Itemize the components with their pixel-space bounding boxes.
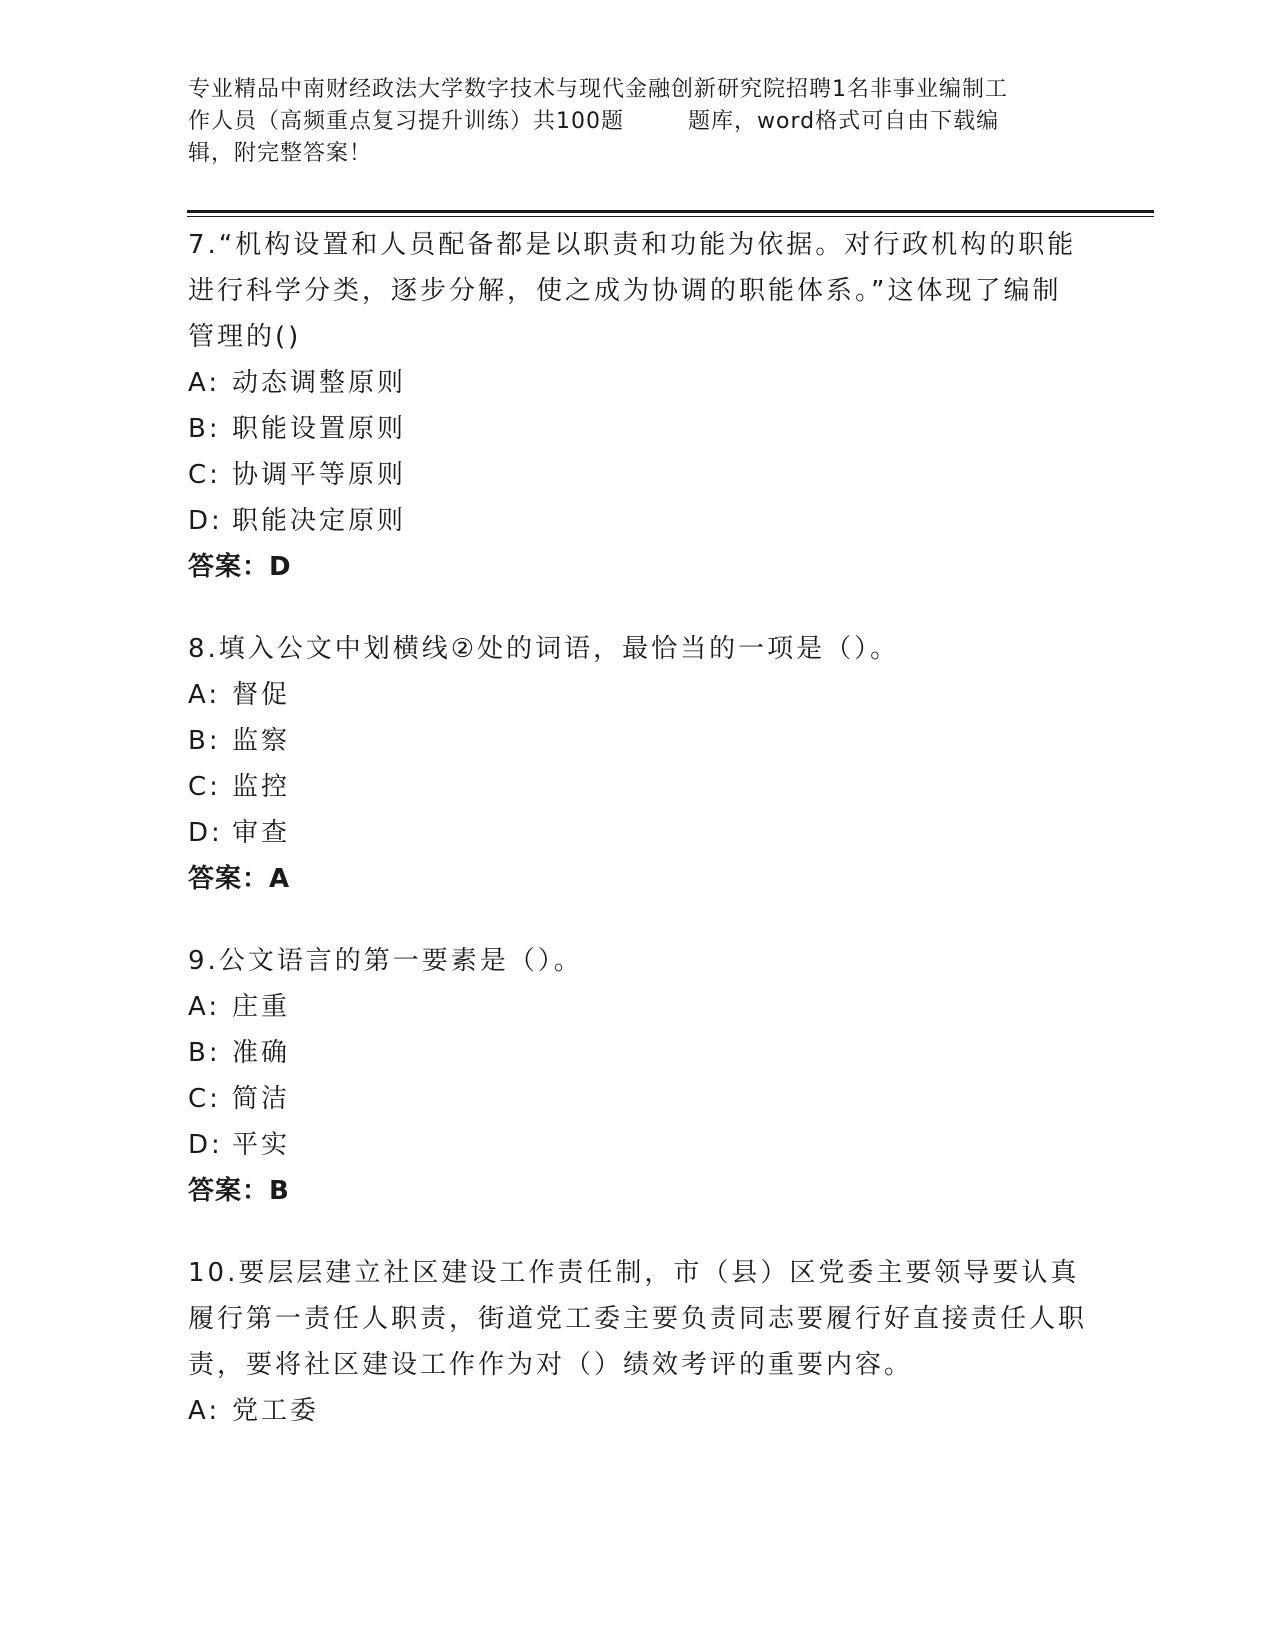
option-d — [188, 1122, 1088, 1168]
option-key: C: — [188, 460, 221, 490]
answer-line: 答案：B — [188, 1176, 290, 1206]
option-text: 监察 — [232, 726, 291, 756]
option-key: A: — [188, 368, 221, 398]
option-key: D: — [188, 1130, 223, 1160]
option-text: 准确 — [232, 1038, 291, 1068]
option-key: A: — [188, 1396, 221, 1426]
option-d — [188, 498, 1088, 544]
option-d — [188, 810, 1088, 856]
question-text: 8.填入公文中划横线②处的词语，最恰当的一项是（）。 — [188, 634, 900, 664]
question-10 — [188, 1250, 1088, 1434]
header-divider-thick — [187, 210, 1154, 213]
question-list — [188, 222, 1088, 1470]
option-text: 简洁 — [232, 1084, 291, 1114]
option-text: 督促 — [232, 680, 291, 710]
option-a — [188, 1388, 1088, 1434]
answer-line: 答案：A — [188, 864, 291, 894]
option-key: D: — [188, 818, 223, 848]
option-c — [188, 1076, 1088, 1122]
option-text: 审查 — [232, 818, 291, 848]
option-c — [188, 452, 1088, 498]
question-text: 9.公文语言的第一要素是（）。 — [188, 946, 583, 976]
option-a — [188, 360, 1088, 406]
header-line-3: 辑，附完整答案！ — [188, 141, 373, 166]
option-key: D: — [188, 506, 223, 536]
question-9 — [188, 938, 1088, 1214]
option-key: B: — [188, 414, 221, 444]
header-divider-thin — [187, 216, 1154, 217]
option-text: 职能设置原则 — [232, 414, 407, 444]
option-b — [188, 406, 1088, 452]
option-b — [188, 718, 1088, 764]
option-text: 平实 — [232, 1130, 291, 1160]
option-text: 动态调整原则 — [232, 368, 407, 398]
option-text: 职能决定原则 — [232, 506, 407, 536]
option-text: 监控 — [232, 772, 291, 802]
option-b — [188, 1030, 1088, 1076]
answer-line: 答案：D — [188, 552, 292, 582]
option-key: B: — [188, 726, 221, 756]
option-text: 协调平等原则 — [232, 460, 407, 490]
option-key: B: — [188, 1038, 221, 1068]
option-text: 党工委 — [232, 1396, 320, 1426]
option-key: A: — [188, 992, 221, 1022]
option-a — [188, 672, 1088, 718]
question-text: 10.要层层建立社区建设工作责任制，市（县）区党委主要领导要认真履行第一责任人职责，街道党工委主要负责同志要履行好直接责任人职责，要将社区建设工作作为对（）绩效考评的重要内容。 — [188, 1258, 1088, 1380]
question-7 — [188, 222, 1088, 590]
option-key: A: — [188, 680, 221, 710]
document-header — [188, 74, 1088, 170]
header-line-1: 专业精品中南财经政法大学数字技术与现代金融创新研究院招聘1名非事业编制工 — [188, 77, 1008, 102]
question-8 — [188, 626, 1088, 902]
header-line-2a: 作人员（高频重点复习提升训练）共100题 — [188, 109, 624, 134]
option-key: C: — [188, 772, 221, 802]
option-key: C: — [188, 1084, 221, 1114]
option-a — [188, 984, 1088, 1030]
option-c — [188, 764, 1088, 810]
header-line-2b: 题库，word格式可自由下载编 — [688, 109, 1000, 134]
option-text: 庄重 — [232, 992, 291, 1022]
question-text: 7.“机构设置和人员配备都是以职责和功能为依据。对行政机构的职能进行科学分类，逐步分解，使之成为协调的职能体系。”这体现了编制管理的() — [188, 230, 1077, 352]
